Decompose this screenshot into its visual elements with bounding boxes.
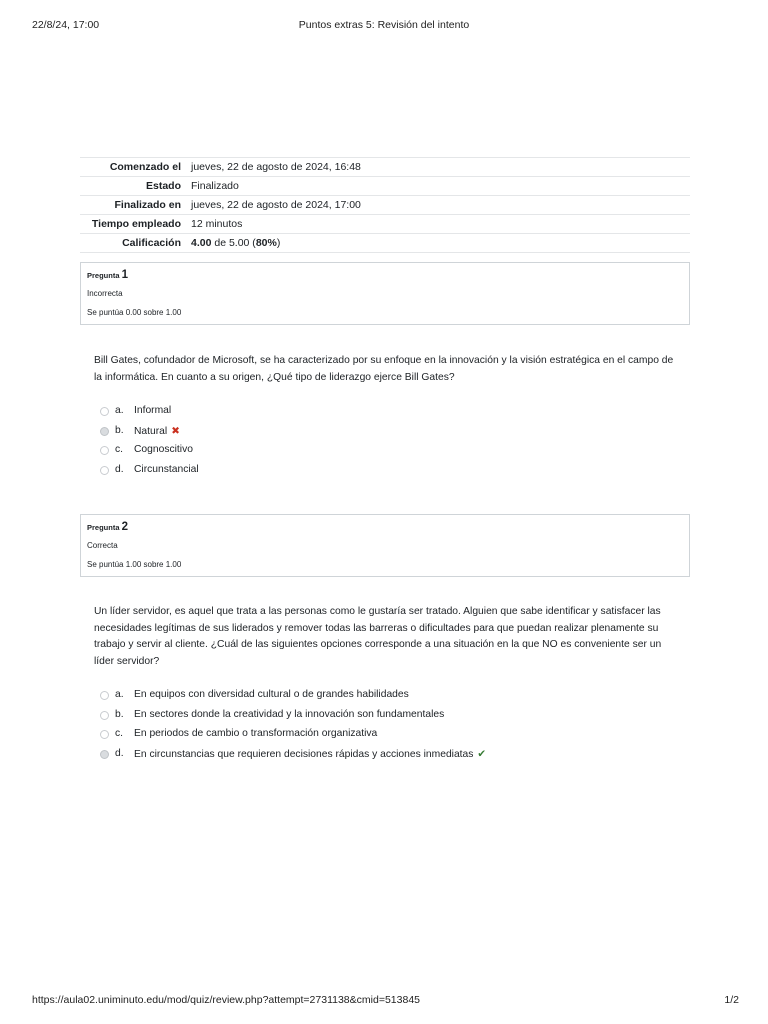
- attempt-summary-table: [80, 157, 690, 253]
- radio-button[interactable]: [100, 711, 109, 720]
- radio-button[interactable]: [100, 407, 109, 416]
- print-page-number: 1/2: [724, 994, 739, 1006]
- option-letter: b.: [115, 424, 124, 436]
- question-info-box: [80, 514, 690, 577]
- summary-row-time-taken: [80, 215, 690, 234]
- grade-close-paren: ): [276, 237, 281, 249]
- print-datetime: 22/8/24, 17:00: [32, 19, 100, 31]
- option-letter: b.: [115, 708, 124, 720]
- grade-score: 4.00: [191, 237, 212, 249]
- radio-button[interactable]: [100, 446, 109, 455]
- grade-percent: 80%: [255, 237, 277, 249]
- summary-label: Tiempo empleado: [91, 218, 181, 230]
- grade-out-of: de 5.00 (: [211, 237, 256, 249]
- summary-row-state: [80, 177, 690, 196]
- print-url: https://aula02.uniminuto.edu/mod/quiz/review.php?attempt=2731138&cmid=513845: [32, 994, 420, 1006]
- option-text: Circunstancial: [134, 463, 199, 475]
- option-text: En periodos de cambio o transformación organizativa: [134, 728, 378, 739]
- option-label: Natural: [134, 425, 168, 437]
- summary-label: Comenzado el: [109, 161, 181, 173]
- radio-button-checked[interactable]: [100, 427, 109, 436]
- summary-row-started: [80, 158, 690, 177]
- summary-value: Finalizado: [191, 180, 239, 192]
- question-number: [87, 269, 128, 281]
- option-letter: d.: [115, 747, 124, 759]
- option-letter: a.: [115, 405, 124, 416]
- radio-button[interactable]: [100, 466, 109, 475]
- correct-check-icon: ✔: [477, 748, 487, 760]
- option-text: Informal: [134, 405, 172, 416]
- summary-label: Estado: [145, 180, 181, 192]
- question-text: Bill Gates, cofundador de Microsoft, se ha caracterizado por su enfoque en la innovación y la visión estratégica en el campo de la informática. En cuanto a su origen, ¿Qué tipo de liderazgo ejerce Bill Gates?: [94, 355, 674, 383]
- option-text: [134, 425, 180, 437]
- option-letter: c.: [115, 728, 124, 739]
- summary-label: Finalizado en: [114, 199, 181, 211]
- question-number-value: 1: [121, 269, 129, 281]
- option-letter: c.: [115, 444, 124, 455]
- question-prefix: Pregunta: [87, 523, 120, 532]
- question-state: Incorrecta: [87, 289, 123, 298]
- radio-button[interactable]: [100, 730, 109, 739]
- summary-label: Calificación: [122, 237, 181, 249]
- question-text: Un líder servidor, es aquel que trata a las personas como le gustaría ser tratado. Alguien que sabe identificar y satisfacer las necesidades legítimas de sus liderados y remover todas las barreras o dificultades para que puedan realizar plenamente su trabajo y servir al cliente. ¿Cuál de las siguientes opciones corresponde a una situación en la que NO es conveniente ser un líder servidor?: [94, 606, 662, 667]
- option-label: En circunstancias que requieren decisiones rápidas y acciones inmediatas: [134, 748, 474, 760]
- summary-value: jueves, 22 de agosto de 2024, 17:00: [191, 199, 361, 211]
- question-prefix: Pregunta: [87, 271, 120, 280]
- option-text: En sectores donde la creatividad y la innovación son fundamentales: [134, 708, 445, 720]
- option-letter: d.: [115, 463, 124, 475]
- summary-value: jueves, 22 de agosto de 2024, 16:48: [191, 161, 361, 173]
- question-info-box: [80, 262, 690, 325]
- option-text: [134, 748, 486, 760]
- summary-value: [186, 234, 690, 253]
- print-page-title: Puntos extras 5: Revisión del intento: [298, 19, 470, 31]
- radio-button-checked[interactable]: [100, 750, 109, 759]
- option-text: Cognoscitivo: [134, 444, 193, 455]
- option-letter: a.: [115, 689, 124, 700]
- summary-row-grade: [80, 234, 690, 253]
- question-grade: Se puntúa 0.00 sobre 1.00: [87, 308, 182, 317]
- question-grade: Se puntúa 1.00 sobre 1.00: [87, 560, 182, 569]
- summary-value: 12 minutos: [191, 218, 243, 230]
- question-state: Correcta: [87, 541, 118, 550]
- summary-row-finished: [80, 196, 690, 215]
- option-text: En equipos con diversidad cultural o de grandes habilidades: [134, 689, 409, 700]
- question-number: [87, 521, 128, 533]
- question-number-value: 2: [121, 521, 129, 533]
- radio-button[interactable]: [100, 691, 109, 700]
- incorrect-icon: ✖: [171, 425, 180, 437]
